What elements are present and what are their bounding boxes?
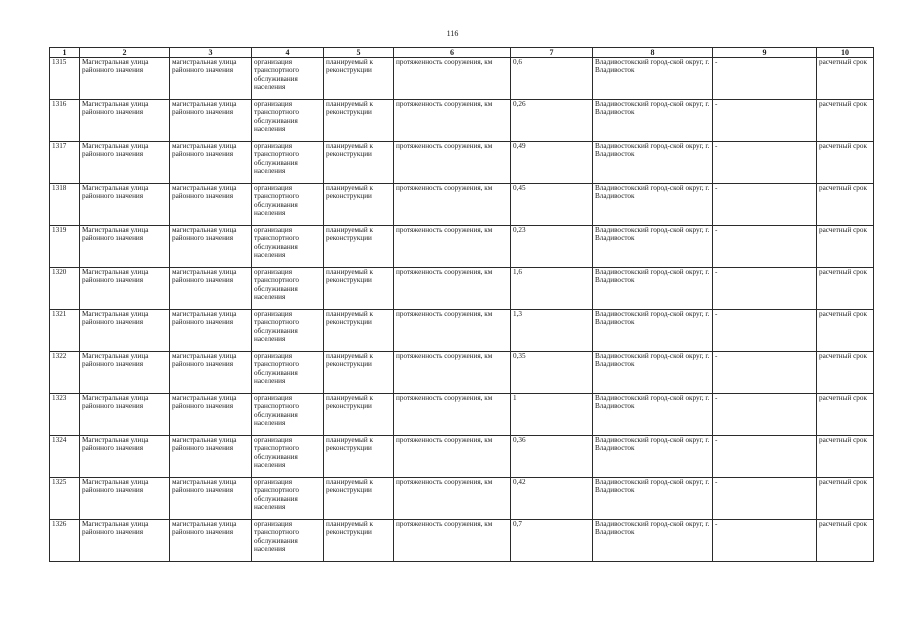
status-cell: планируемый к реконструкции [324, 184, 394, 226]
table-row [50, 352, 874, 394]
status-cell: планируемый к реконструкции [324, 268, 394, 310]
object-type-cell: магистральная улица районного значения [170, 100, 252, 142]
status-cell: планируемый к реконструкции [324, 352, 394, 394]
table-row [50, 436, 874, 478]
characteristic-cell: протяженность сооружения, км [394, 142, 511, 184]
term-cell: расчетный срок [817, 478, 874, 520]
purpose-cell: организация транспортного обслуживания населения [252, 100, 324, 142]
object-type-cell: магистральная улица районного значения [170, 268, 252, 310]
row-number-cell: 1324 [50, 436, 80, 478]
zone-cell: - [713, 268, 817, 310]
purpose-cell: организация транспортного обслуживания населения [252, 520, 324, 562]
value-cell: 0,42 [511, 478, 593, 520]
object-type-cell: магистральная улица районного значения [170, 478, 252, 520]
value-cell: 0,36 [511, 436, 593, 478]
term-cell: расчетный срок [817, 352, 874, 394]
value-cell: 0,49 [511, 142, 593, 184]
table-row [50, 142, 874, 184]
term-cell: расчетный срок [817, 436, 874, 478]
zone-cell: - [713, 352, 817, 394]
characteristic-cell: протяженность сооружения, км [394, 436, 511, 478]
column-header: 5 [324, 48, 394, 58]
column-header: 3 [170, 48, 252, 58]
column-header: 2 [80, 48, 170, 58]
value-cell: 0,45 [511, 184, 593, 226]
location-cell: Владивостокский город-ской округ, г. Владивосток [593, 310, 713, 352]
status-cell: планируемый к реконструкции [324, 58, 394, 100]
row-number-cell: 1317 [50, 142, 80, 184]
status-cell: планируемый к реконструкции [324, 478, 394, 520]
table-row [50, 310, 874, 352]
purpose-cell: организация транспортного обслуживания населения [252, 142, 324, 184]
row-number-cell: 1319 [50, 226, 80, 268]
location-cell: Владивостокский город-ской округ, г. Владивосток [593, 436, 713, 478]
table-row [50, 100, 874, 142]
purpose-cell: организация транспортного обслуживания населения [252, 478, 324, 520]
registry-table [49, 47, 874, 562]
object-name-cell: Магистральная улица районного значения [80, 436, 170, 478]
column-header: 1 [50, 48, 80, 58]
value-cell: 1,3 [511, 310, 593, 352]
table-row [50, 226, 874, 268]
object-name-cell: Магистральная улица районного значения [80, 142, 170, 184]
row-number-cell: 1321 [50, 310, 80, 352]
row-number-cell: 1325 [50, 478, 80, 520]
object-type-cell: магистральная улица районного значения [170, 226, 252, 268]
object-type-cell: магистральная улица районного значения [170, 142, 252, 184]
object-type-cell: магистральная улица районного значения [170, 310, 252, 352]
purpose-cell: организация транспортного обслуживания населения [252, 310, 324, 352]
column-header: 6 [394, 48, 511, 58]
object-name-cell: Магистральная улица районного значения [80, 268, 170, 310]
value-cell: 0,35 [511, 352, 593, 394]
object-name-cell: Магистральная улица районного значения [80, 352, 170, 394]
value-cell: 0,23 [511, 226, 593, 268]
table-row [50, 520, 874, 562]
term-cell: расчетный срок [817, 226, 874, 268]
column-header: 7 [511, 48, 593, 58]
location-cell: Владивостокский город-ской округ, г. Владивосток [593, 394, 713, 436]
location-cell: Владивостокский город-ской округ, г. Владивосток [593, 268, 713, 310]
value-cell: 1 [511, 394, 593, 436]
term-cell: расчетный срок [817, 142, 874, 184]
header-row [50, 48, 874, 58]
object-type-cell: магистральная улица районного значения [170, 184, 252, 226]
table-row [50, 184, 874, 226]
characteristic-cell: протяженность сооружения, км [394, 478, 511, 520]
characteristic-cell: протяженность сооружения, км [394, 268, 511, 310]
characteristic-cell: протяженность сооружения, км [394, 394, 511, 436]
location-cell: Владивостокский город-ской округ, г. Владивосток [593, 184, 713, 226]
term-cell: расчетный срок [817, 100, 874, 142]
status-cell: планируемый к реконструкции [324, 520, 394, 562]
zone-cell: - [713, 100, 817, 142]
location-cell: Владивостокский город-ской округ, г. Владивосток [593, 142, 713, 184]
status-cell: планируемый к реконструкции [324, 436, 394, 478]
term-cell: расчетный срок [817, 310, 874, 352]
row-number-cell: 1322 [50, 352, 80, 394]
characteristic-cell: протяженность сооружения, км [394, 520, 511, 562]
column-header: 9 [713, 48, 817, 58]
row-number-cell: 1320 [50, 268, 80, 310]
object-name-cell: Магистральная улица районного значения [80, 226, 170, 268]
row-number-cell: 1323 [50, 394, 80, 436]
column-header: 8 [593, 48, 713, 58]
location-cell: Владивостокский город-ской округ, г. Владивосток [593, 352, 713, 394]
column-header: 4 [252, 48, 324, 58]
object-name-cell: Магистральная улица районного значения [80, 394, 170, 436]
zone-cell: - [713, 478, 817, 520]
purpose-cell: организация транспортного обслуживания населения [252, 184, 324, 226]
purpose-cell: организация транспортного обслуживания населения [252, 58, 324, 100]
characteristic-cell: протяженность сооружения, км [394, 58, 511, 100]
table-row [50, 58, 874, 100]
value-cell: 0,7 [511, 520, 593, 562]
status-cell: планируемый к реконструкции [324, 100, 394, 142]
location-cell: Владивостокский город-ской округ, г. Владивосток [593, 226, 713, 268]
characteristic-cell: протяженность сооружения, км [394, 226, 511, 268]
object-name-cell: Магистральная улица районного значения [80, 478, 170, 520]
location-cell: Владивостокский город-ской округ, г. Владивосток [593, 478, 713, 520]
zone-cell: - [713, 310, 817, 352]
object-type-cell: магистральная улица районного значения [170, 58, 252, 100]
value-cell: 0,6 [511, 58, 593, 100]
object-name-cell: Магистральная улица районного значения [80, 310, 170, 352]
term-cell: расчетный срок [817, 184, 874, 226]
zone-cell: - [713, 142, 817, 184]
object-type-cell: магистральная улица районного значения [170, 352, 252, 394]
object-name-cell: Магистральная улица районного значения [80, 58, 170, 100]
value-cell: 1,6 [511, 268, 593, 310]
purpose-cell: организация транспортного обслуживания населения [252, 436, 324, 478]
status-cell: планируемый к реконструкции [324, 394, 394, 436]
row-number-cell: 1315 [50, 58, 80, 100]
object-name-cell: Магистральная улица районного значения [80, 520, 170, 562]
characteristic-cell: протяженность сооружения, км [394, 100, 511, 142]
zone-cell: - [713, 520, 817, 562]
zone-cell: - [713, 436, 817, 478]
object-type-cell: магистральная улица районного значения [170, 394, 252, 436]
column-header: 10 [817, 48, 874, 58]
table-row [50, 394, 874, 436]
status-cell: планируемый к реконструкции [324, 226, 394, 268]
page-number: 116 [446, 29, 459, 38]
term-cell: расчетный срок [817, 520, 874, 562]
purpose-cell: организация транспортного обслуживания населения [252, 394, 324, 436]
row-number-cell: 1326 [50, 520, 80, 562]
location-cell: Владивостокский город-ской округ, г. Владивосток [593, 58, 713, 100]
characteristic-cell: протяженность сооружения, км [394, 352, 511, 394]
location-cell: Владивостокский город-ской округ, г. Владивосток [593, 520, 713, 562]
table-row [50, 268, 874, 310]
characteristic-cell: протяженность сооружения, км [394, 184, 511, 226]
zone-cell: - [713, 394, 817, 436]
object-name-cell: Магистральная улица районного значения [80, 100, 170, 142]
status-cell: планируемый к реконструкции [324, 310, 394, 352]
zone-cell: - [713, 184, 817, 226]
term-cell: расчетный срок [817, 268, 874, 310]
characteristic-cell: протяженность сооружения, км [394, 310, 511, 352]
zone-cell: - [713, 226, 817, 268]
object-type-cell: магистральная улица районного значения [170, 436, 252, 478]
object-type-cell: магистральная улица районного значения [170, 520, 252, 562]
purpose-cell: организация транспортного обслуживания населения [252, 352, 324, 394]
value-cell: 0,26 [511, 100, 593, 142]
term-cell: расчетный срок [817, 394, 874, 436]
term-cell: расчетный срок [817, 58, 874, 100]
zone-cell: - [713, 58, 817, 100]
row-number-cell: 1318 [50, 184, 80, 226]
status-cell: планируемый к реконструкции [324, 142, 394, 184]
location-cell: Владивостокский город-ской округ, г. Владивосток [593, 100, 713, 142]
table-row [50, 478, 874, 520]
row-number-cell: 1316 [50, 100, 80, 142]
purpose-cell: организация транспортного обслуживания населения [252, 268, 324, 310]
purpose-cell: организация транспортного обслуживания населения [252, 226, 324, 268]
object-name-cell: Магистральная улица районного значения [80, 184, 170, 226]
